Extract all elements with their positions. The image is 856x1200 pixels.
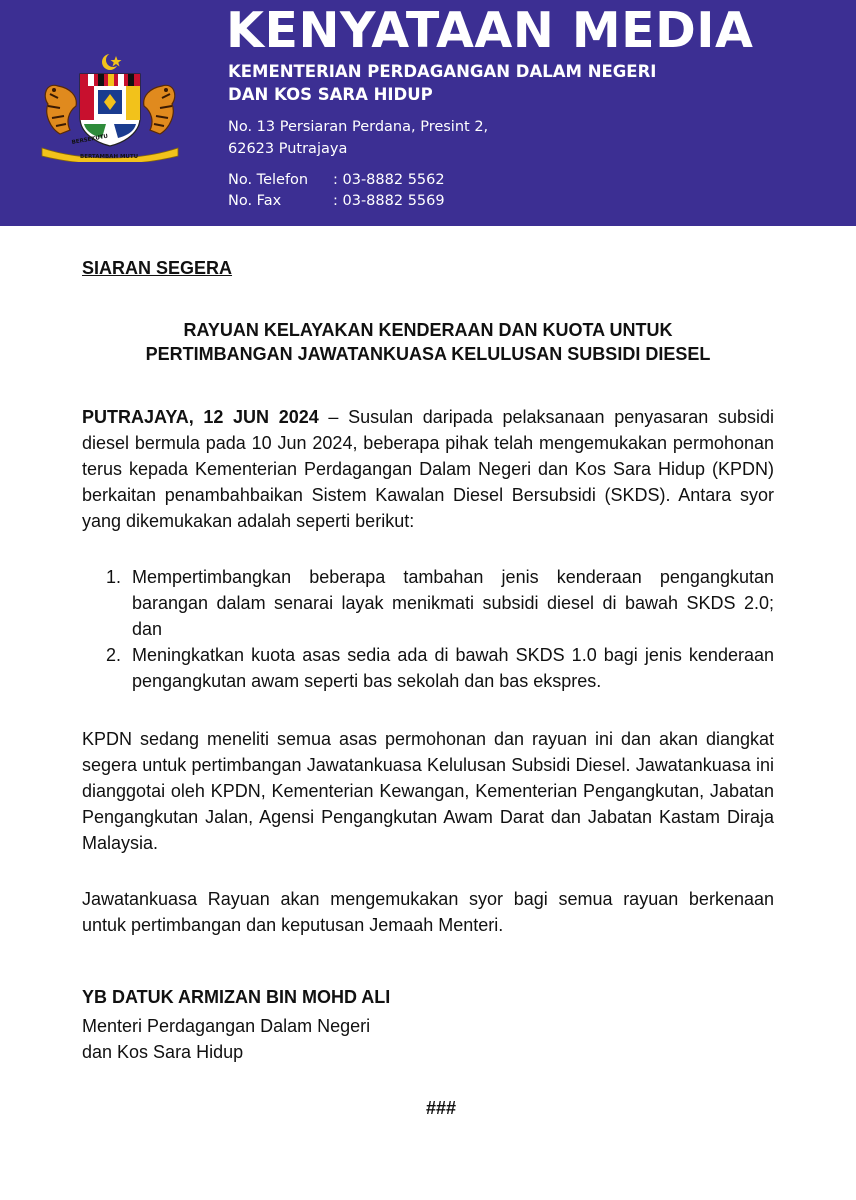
list-item-text: Meningkatkan kuota asas sedia ada di bawah SKDS 1.0 bagi jenis kenderaan pengangkutan awam seperti bas sekolah dan bas ekspres. [132, 645, 774, 691]
list-item-text: Mempertimbangkan beberapa tambahan jenis kenderaan pengangkutan barangan dalam senarai layak menikmati subsidi diesel di bawah SKDS 2.0; dan [132, 567, 774, 639]
ministry-address [228, 116, 488, 160]
headline [82, 318, 774, 366]
ministry-name [228, 60, 656, 106]
list-item-number: 1. [106, 567, 122, 587]
proposal-list [82, 564, 774, 694]
fax-row [228, 191, 445, 212]
release-label: SIARAN SEGERA [82, 258, 233, 278]
svg-text:BERSEKUTU: BERSEKUTU [71, 133, 109, 146]
malaysia-coat-of-arms-icon [36, 52, 184, 162]
phone-value: : 03-8882 5562 [333, 172, 445, 188]
body-paragraph-3: Jawatankuasa Rayuan akan mengemukakan syor bagi semua rayuan berkenaan untuk pertimbangan dan keputusan Jemaah Menteri. [82, 889, 774, 935]
intro-paragraph [82, 404, 774, 534]
signatory-name: YB DATUK ARMIZAN BIN MOHD ALI [82, 987, 391, 1007]
headline-line-1: RAYUAN KELAYAKAN KENDERAAN DAN KUOTA UNTUK [183, 320, 673, 340]
signatory-title-line-1: Menteri Perdagangan Dalam Negeri [82, 1016, 371, 1036]
intro-text: – Susulan daripada pelaksanaan penyasaran subsidi diesel bermula pada 10 Jun 2024, beberapa pihak telah mengemukakan permohonan terus kepada Kementerian Perdagangan Dalam Negeri dan Kos Sara Hidup (KPDN) berkaitan penambahbaikan Sistem Kawalan Diesel Bersubsidi (SKDS). Antara syor yang dikemukakan adalah seperti berikut: [82, 407, 774, 531]
signatory-title-line-2: dan Kos Sara Hidup [82, 1042, 244, 1062]
list-item [82, 642, 774, 694]
dateline: PUTRAJAYA, 12 JUN 2024 [82, 407, 319, 427]
body-paragraph-2: KPDN sedang meneliti semua asas permohonan dan rayuan ini dan akan diangkat segera untuk pertimbangan Jawatankuasa Kelulusan Subsidi Diesel. Jawatankuasa ini dianggotai oleh KPDN, Kementerian Kewangan, Kementerian Pengangkutan, Jabatan Pengangkutan Jalan, Agensi Pengangkutan Awam Darat dan Jabatan Kastam Diraja Malaysia. [82, 729, 774, 853]
address-line-1: No. 13 Persiaran Perdana, Presint 2, [228, 119, 489, 135]
ministry-name-line-1: KEMENTERIAN PERDAGANGAN DALAM NEGERI [228, 62, 657, 81]
list-item-number: 2. [106, 645, 122, 665]
ministry-name-line-2: DAN KOS SARA HIDUP [228, 85, 433, 104]
end-mark: ### [425, 1098, 457, 1118]
list-item [82, 564, 774, 642]
statement-type-title: KENYATAAN MEDIA [226, 2, 754, 59]
fax-value: : 03-8882 5569 [333, 193, 445, 209]
media-statement-header [0, 0, 856, 226]
phone-row [228, 170, 445, 191]
svg-text:BERTAMBAH MUTU: BERTAMBAH MUTU [80, 154, 139, 160]
address-line-2: 62623 Putrajaya [228, 141, 348, 157]
contact-info [228, 170, 445, 212]
headline-line-2: PERTIMBANGAN JAWATANKUASA KELULUSAN SUBSIDI DIESEL [145, 344, 711, 364]
fax-label: No. Fax [228, 193, 282, 209]
phone-label: No. Telefon [228, 172, 309, 188]
